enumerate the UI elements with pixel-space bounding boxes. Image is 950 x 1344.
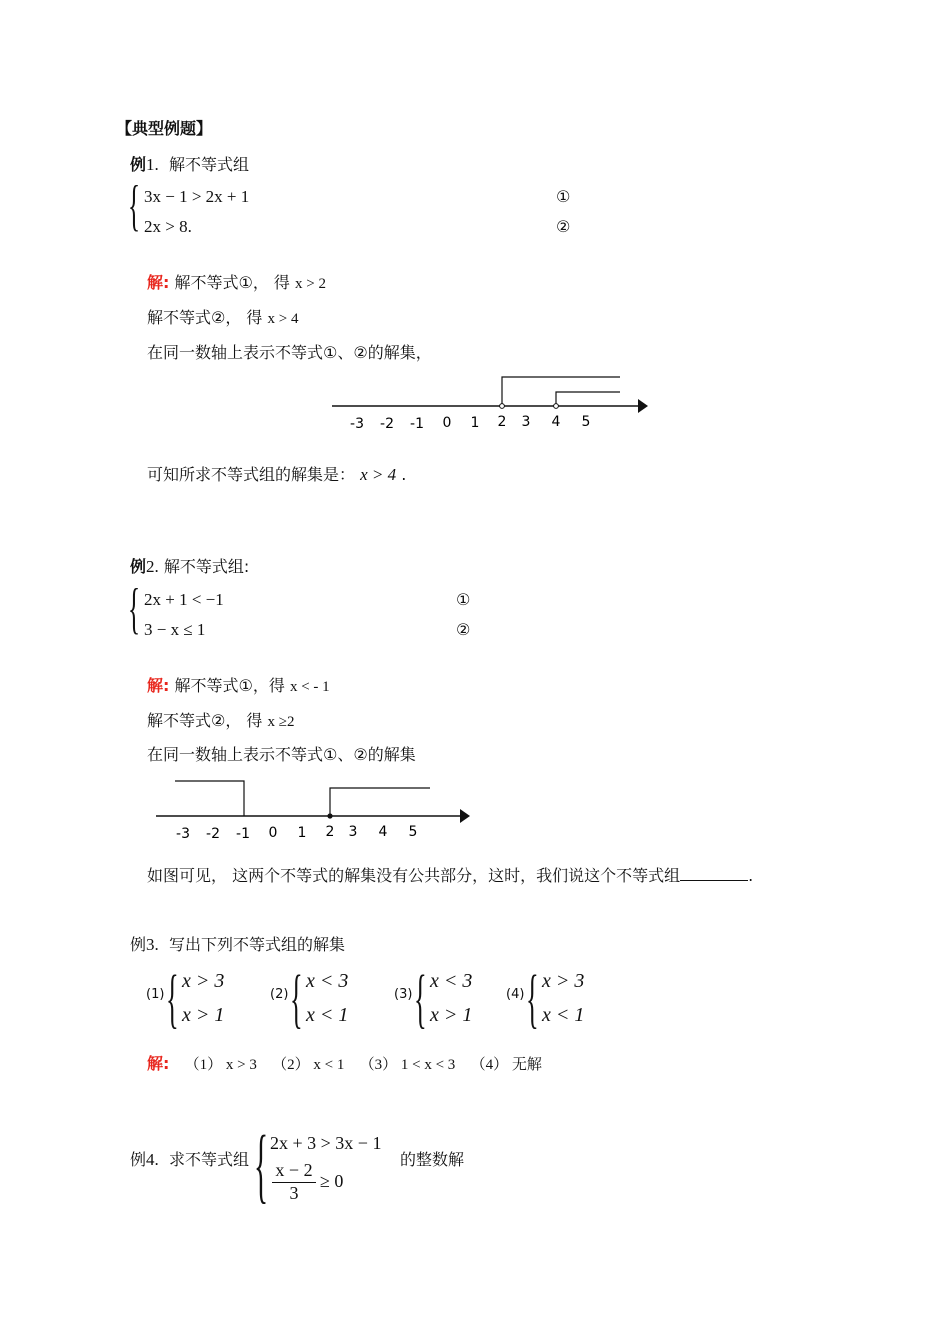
example-3-title: [130, 932, 345, 955]
step-value: x > 2: [295, 276, 326, 292]
example-number: 3.: [146, 935, 159, 954]
system-tag: (2): [270, 987, 289, 1002]
section-heading: 【典型例题】: [116, 119, 213, 138]
example-number: 2.: [146, 557, 159, 576]
tick-label: 4: [378, 824, 388, 840]
open-circle-2: [500, 404, 505, 409]
system-top: x < 3: [430, 970, 473, 992]
axis-arrow-icon: [638, 399, 648, 413]
tick-label: 2: [497, 414, 507, 430]
example-suffix: 的整数解: [400, 1150, 465, 1169]
tick-label: 2: [325, 824, 335, 840]
closed-dot-2: [327, 813, 332, 818]
solution-ray-x-lt-neg1: [175, 781, 244, 816]
inequality-1: 3x − 1 > 2x + 1: [144, 187, 250, 206]
period: .: [748, 866, 754, 885]
solution-step-1: [147, 270, 326, 293]
tick-label: -1: [410, 416, 424, 432]
system-brace: {: [166, 962, 179, 1035]
number-line-1: [320, 368, 660, 440]
step-value: x > 4: [267, 311, 299, 327]
number-line-2: [150, 772, 490, 844]
tick-label: -3: [176, 826, 190, 842]
inequality-1: 2x + 1 < −1: [144, 590, 224, 609]
inequality-2: 2x > 8.: [144, 217, 192, 236]
system-top: x > 3: [182, 970, 225, 992]
conclusion-text: 如图可见， 这两个不等式的解集没有公共部分，这时，我们说这个不等式组: [147, 866, 681, 885]
inequality-2: 3 − x ≤ 1: [144, 620, 206, 639]
fraction-relation: ≥ 0: [320, 1171, 344, 1191]
step-text: 解不等式②， 得: [147, 308, 263, 327]
tick-label: 1: [470, 415, 480, 431]
example-1-title: [130, 152, 249, 175]
example-label: 例: [130, 1150, 147, 1169]
step-text: 解不等式①，得: [174, 676, 285, 695]
solution-step-3: 在同一数轴上表示不等式①、②的解集: [147, 745, 416, 764]
marker-1: ①: [556, 187, 571, 206]
open-circle-4: [554, 404, 559, 409]
inequality-1: 2x + 3 > 3x − 1: [270, 1133, 382, 1153]
solution-step-2: [147, 708, 295, 731]
tick-label: 5: [581, 414, 591, 430]
answer: x > 4: [360, 465, 397, 484]
solution-ray-x-ge-2: [330, 788, 430, 816]
system-tag: (4): [506, 987, 525, 1002]
example-2-title: [130, 554, 249, 577]
system-tag: (3): [394, 987, 413, 1002]
system-top: x > 3: [542, 970, 585, 992]
answer-1: （1） x > 3: [184, 1057, 257, 1073]
tick-label: 0: [442, 415, 452, 431]
tick-label: -2: [206, 826, 220, 842]
example-label: 例: [130, 935, 147, 954]
period: .: [401, 465, 407, 484]
answer-4: （4） 无解: [470, 1057, 542, 1073]
tick-label: 4: [551, 414, 561, 430]
example-number: 1.: [146, 155, 159, 174]
system-bottom: x > 1: [430, 1004, 473, 1026]
system-brace: {: [128, 175, 141, 237]
system-bottom: x < 1: [542, 1004, 585, 1026]
step-value: x ≥2: [267, 714, 295, 730]
example-4-title: [130, 1147, 249, 1170]
system-top: x < 3: [306, 970, 349, 992]
example-prompt: 写出下列不等式组的解集: [168, 935, 345, 954]
tick-label: -1: [236, 826, 250, 842]
solution-step-3: 在同一数轴上表示不等式①、②的解集，: [147, 343, 432, 362]
marker-2: ②: [456, 620, 471, 639]
example-label: 例: [130, 557, 147, 576]
system-brace: {: [254, 1119, 269, 1212]
conclusion-1: [147, 462, 406, 485]
system-brace: {: [290, 962, 303, 1035]
system-brace: {: [526, 962, 539, 1035]
solution-step-2: [147, 305, 299, 328]
system-tag: (1): [146, 987, 165, 1002]
step-value: x < - 1: [289, 679, 330, 695]
system-brace: {: [128, 578, 141, 640]
marker-2: ②: [556, 217, 571, 236]
solution-ray-x-gt-4: [556, 392, 620, 406]
tick-label: -2: [380, 416, 394, 432]
fraction-denominator: 3: [289, 1183, 299, 1203]
tick-label: -3: [350, 416, 364, 432]
solution-step-1: [147, 673, 330, 696]
example-prompt: 求不等式组: [168, 1150, 249, 1169]
conclusion-text: 可知所求不等式组的解集是：: [147, 465, 356, 484]
solution-label: 解:: [147, 1054, 170, 1073]
step-text: 解不等式②， 得: [147, 711, 263, 730]
fraction-numerator: x − 2: [275, 1160, 313, 1180]
example-prompt: 解不等式组: [168, 155, 249, 174]
answer-blank[interactable]: [680, 866, 748, 881]
solution-ex3: [147, 1051, 542, 1074]
axis-arrow-icon: [460, 809, 470, 823]
system-bottom: x > 1: [182, 1004, 225, 1026]
answer-2: （2） x < 1: [272, 1057, 345, 1073]
example-label: 例: [130, 155, 147, 174]
conclusion-2: [147, 863, 753, 886]
solution-label: 解:: [147, 676, 170, 695]
tick-label: 1: [297, 825, 307, 841]
tick-label: 0: [268, 825, 278, 841]
system-bottom: x < 1: [306, 1004, 349, 1026]
marker-1: ①: [456, 590, 471, 609]
tick-label: 3: [348, 824, 358, 840]
step-text: 解不等式①， 得: [174, 273, 290, 292]
system-brace: {: [414, 962, 427, 1035]
tick-label: 5: [408, 824, 418, 840]
tick-label: 3: [521, 414, 531, 430]
solution-label: 解:: [147, 273, 170, 292]
example-prompt: 解不等式组:: [163, 557, 250, 576]
answer-3: （3） 1 < x < 3: [359, 1057, 456, 1073]
example-number: 4.: [146, 1150, 159, 1169]
